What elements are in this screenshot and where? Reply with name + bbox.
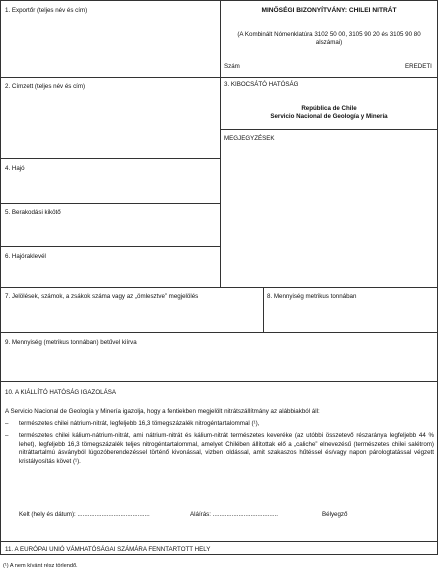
divider-1-2 (1, 77, 220, 78)
certification-item2: természetes chilei kálium-nátrium-nitrát, ami nátrium-nitrát és kálium-nitrát természetes keveréke (az utóbbi összetevő részaránya legfeljebb 44 % lehet), legfeljebb 16,3 tömegszázalék teljes nitrogéntartalommal, amelyet Chilében állítottak elő a „caliche” elnevezésű (természetes chilei salétrom) nitráttartalmú ásványból lúgozóberendezéssel történő kivonással, vizben oldással, amit szakaszos hűtéssel és/vagy napon párologtatással végzett kristályosítás követ (¹). (19, 432, 434, 465)
box8-quantity-label: 8. Mennyiség metrikus tonnában (267, 293, 357, 300)
divider-5-6 (1, 246, 220, 247)
signature-field[interactable]: Aláírás: ...................................... (190, 511, 279, 518)
divider-9-10 (1, 381, 438, 382)
divider-7-9 (1, 332, 438, 333)
item2-dash: – (5, 432, 9, 439)
box5-port-label: 5. Berakodási kikötő (5, 209, 61, 216)
divider-title-3 (220, 77, 438, 78)
combined-nomenclature-line2: alszámai) (315, 39, 343, 46)
divider-10-11 (1, 541, 438, 542)
divider-6-7 (1, 287, 438, 288)
box6-bill-of-lading-label: 6. Hajóraklevél (5, 253, 46, 260)
authority-line2: Servicio Nacional de Geología y Minería (270, 113, 388, 120)
divider-3-remarks (220, 129, 438, 130)
box11-customs-label: 11. A EURÓPAI UNIÓ VÁMHATÓSÁGAI SZÁMÁRA FENNTARTOTT HELY (5, 546, 211, 553)
divider-4-5 (1, 203, 220, 204)
box3-issuing-authority-label: 3. KIBOCSÁTÓ HATÓSÁG (224, 81, 299, 88)
box10-certification-label: 10. A KIÁLLÍTÓ HATÓSÁG IGAZOLÁSA (5, 389, 116, 396)
number-label: Szám (224, 63, 240, 70)
combined-nomenclature-line1: (A Kombinált Nómenklatúra 3102 50 00, 3105 90 20 és 3105 90 80 (237, 31, 421, 38)
box4-vessel-label: 4. Hajó (5, 165, 25, 172)
certification-item1: természetes chilei nátrium-nitrát, legfeljebb 16,3 tömegszázalék nitrogéntartalommal (¹), (19, 420, 260, 427)
authority-line1: República de Chile (301, 105, 357, 112)
divider-2-4 (1, 158, 220, 159)
item1-dash: – (5, 420, 9, 427)
stamp-label: Bélyegző (322, 511, 348, 518)
box7-marks-label: 7. Jelölések, számok, a zsákok száma vagy az „ömlesztve” megjelölés (5, 293, 199, 300)
certification-intro: A Servicio Nacional de Geología y Minería igazolja, hogy a fentiekben megjelölt nitrátszállítmány az alábbiakból áll: (5, 408, 320, 415)
box9-quantity-words-label: 9. Mennyiség (metrikus tonnában) betűvel kiírva (5, 339, 137, 346)
place-date-field[interactable]: Kelt (hely és dátum): .......................................... (19, 511, 150, 518)
certificate-title: MINŐSÉGI BIZONYÍTVÁNY: CHILEI NITRÁT (261, 7, 397, 14)
footnote: (¹) A nem kívánt rész törlendő. (3, 563, 78, 569)
box2-consignee-label: 2. Címzett (teljes név és cím) (5, 83, 86, 90)
original-label: EREDETI (405, 63, 432, 70)
remarks-label: MEGJEGYZÉSEK (224, 135, 275, 142)
column-divider-7-8 (263, 287, 264, 332)
box1-exporter-label: 1. Exportőr (teljes név és cím) (5, 7, 88, 14)
